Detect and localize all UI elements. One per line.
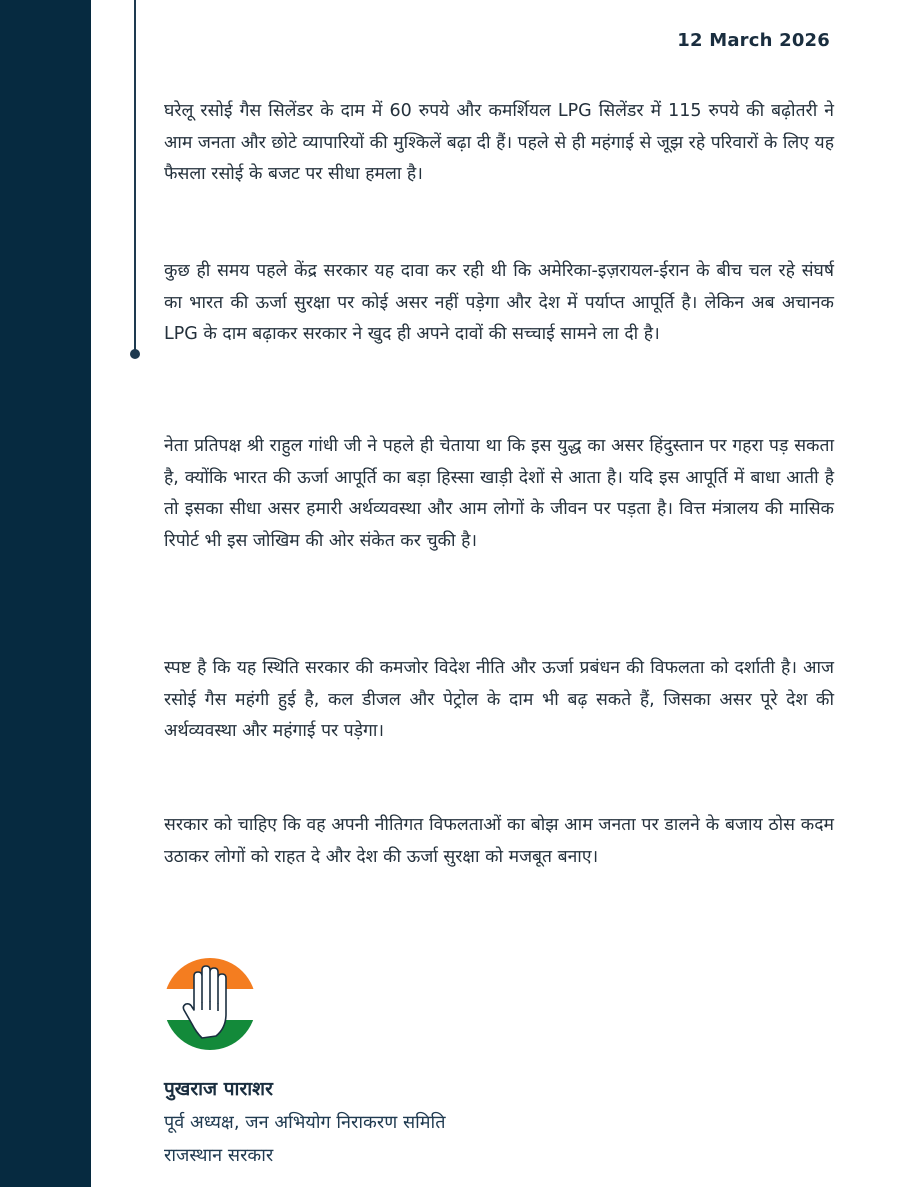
document-date: 12 March 2026 — [677, 30, 830, 51]
signatory-organization: राजस्थान सरकार — [164, 1145, 274, 1166]
signatory-title: पूर्व अध्यक्ष, जन अभियोग निराकरण समिति — [164, 1112, 446, 1133]
paragraph-2: कुछ ही समय पहले केंद्र सरकार यह दावा कर रही थी कि अमेरिका-इज़रायल-ईरान के बीच चल रहे संघर्ष का भारत की ऊर्जा सुरक्षा पर कोई असर नहीं पड़ेगा और देश में पर्याप्त आपूर्ति है। लेकिन अब अचानक LPG के दाम बढ़ाकर सरकार ने खुद ही अपने दावों की सच्चाई सामने ला दी है। — [164, 261, 834, 344]
timeline-dot — [130, 349, 140, 359]
paragraph-3: नेता प्रतिपक्ष श्री राहुल गांधी जी ने पहले ही चेताया था कि इस युद्ध का असर हिंदुस्तान पर गहरा पड़ सकता है, क्योंकि भारत की ऊर्जा आपूर्ति का बड़ा हिस्सा खाड़ी देशों से आता है। यदि इस आपूर्ति में बाधा आती है तो इसका सीधा असर हमारी अर्थव्यवस्था और आम लोगों के जीवन पर पड़ता है। वित्त मंत्रालय की मासिक रिपोर्ट भी इस जोखिम की ओर संकेत कर चुकी है। — [164, 436, 834, 551]
paragraph-1: घरेलू रसोई गैस सिलेंडर के दाम में 60 रुपये और कमर्शियल LPG सिलेंडर में 115 रुपये की बढ़ोतरी ने आम जनता और छोटे व्यापारियों की मुश्किलें बढ़ा दी हैं। पहले से ही महंगाई से जूझ रहे परिवारों के लिए यह फैसला रसोई के बजट पर सीधा हमला है। — [164, 101, 834, 184]
raised-hand-logo-icon — [164, 958, 256, 1050]
timeline-line — [134, 0, 136, 352]
signatory-name: पुखराज पाराशर — [164, 1078, 273, 1100]
paragraph-4: स्पष्ट है कि यह स्थिति सरकार की कमजोर विदेश नीति और ऊर्जा प्रबंधन की विफलता को दर्शाती है। आज रसोई गैस महंगी हुई है, कल डीजल और पेट्रोल के दाम भी बढ़ सकते हैं, जिसका असर पूरे देश की अर्थव्यवस्था और महंगाई पर पड़ेगा। — [164, 658, 834, 741]
paragraph-5: सरकार को चाहिए कि वह अपनी नीतिगत विफलताओं का बोझ आम जनता पर डालने के बजाय ठोस कदम उठाकर लोगों को राहत दे और देश की ऊर्जा सुरक्षा को मजबूत बनाए। — [164, 815, 834, 867]
sidebar-band — [0, 0, 91, 1187]
